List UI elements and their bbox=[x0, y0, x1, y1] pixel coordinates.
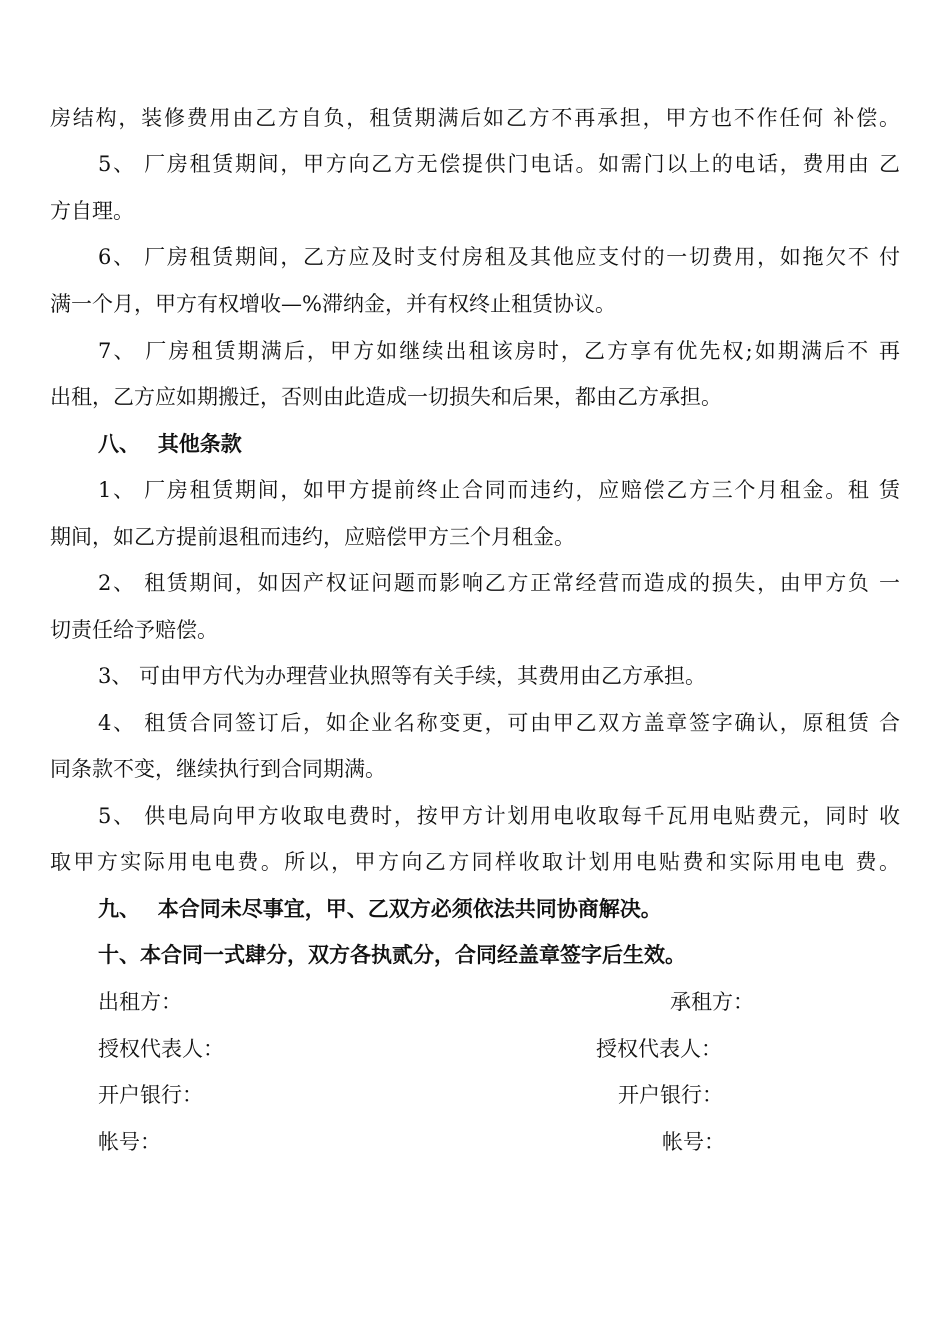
paragraph-line: 1、 厂房租赁期间，如甲方提前终止合同而违约，应赔偿乙方三个月租金。租 赁 bbox=[98, 478, 900, 502]
paragraph-line: 3、 可由甲方代为办理营业执照等有关手续，其费用由乙方承担。 bbox=[98, 664, 707, 688]
lessee-bank-label: 开户银行： bbox=[618, 1083, 723, 1107]
paragraph-line: 7、 厂房租赁期满后，甲方如继续出租该房时，乙方享有优先权;如期满后不 再 bbox=[98, 339, 900, 363]
paragraph-line: 房结构，装修费用由乙方自负，租赁期满后如乙方不再承担，甲方也不作任何 补偿。 bbox=[50, 106, 900, 130]
section-heading: 十、本合同一式肆分，双方各执贰分，合同经盖章签字后生效。 bbox=[98, 943, 686, 967]
paragraph-line: 出租，乙方应如期搬迁，否则由此造成一切损失和后果，都由乙方承担。 bbox=[50, 385, 722, 409]
paragraph-line: 同条款不变，继续执行到合同期满。 bbox=[50, 757, 386, 781]
lessor-representative-label: 授权代表人： bbox=[98, 1037, 224, 1061]
paragraph-line: 满一个月，甲方有权增收—%滞纳金，并有权终止租赁协议。 bbox=[50, 292, 616, 316]
paragraph-line: 4、 租赁合同签订后，如企业名称变更，可由甲乙双方盖章签字确认，原租赁 合 bbox=[98, 711, 900, 735]
lessor-account-label: 帐号： bbox=[98, 1130, 161, 1154]
paragraph-line: 5、 厂房租赁期间，甲方向乙方无偿提供门电话。如需门以上的电话，费用由 乙 bbox=[98, 152, 900, 176]
lessee-account-label: 帐号： bbox=[662, 1130, 725, 1154]
paragraph-line: 取甲方实际用电电费。所以，甲方向乙方同样收取计划用电贴费和实际用电电 费。 bbox=[50, 850, 900, 874]
paragraph-line: 6、 厂房租赁期间，乙方应及时支付房租及其他应支付的一切费用，如拖欠不 付 bbox=[98, 245, 900, 269]
section-heading: 九、 本合同未尽事宜，甲、乙双方必须依法共同协商解决。 bbox=[98, 897, 662, 921]
paragraph-line: 切责任给予赔偿。 bbox=[50, 618, 218, 642]
paragraph-line: 2、 租赁期间，如因产权证问题而影响乙方正常经营而造成的损失，由甲方负 一 bbox=[98, 571, 900, 595]
lessee-representative-label: 授权代表人： bbox=[596, 1037, 722, 1061]
section-heading: 八、 其他条款 bbox=[98, 432, 242, 456]
paragraph-line: 方自理。 bbox=[50, 199, 134, 223]
lessor-bank-label: 开户银行： bbox=[98, 1083, 203, 1107]
lessor-label: 出租方： bbox=[98, 990, 182, 1014]
paragraph-line: 期间，如乙方提前退租而违约，应赔偿甲方三个月租金。 bbox=[50, 525, 575, 549]
lessee-label: 承租方： bbox=[670, 990, 754, 1014]
paragraph-line: 5、 供电局向甲方收取电费时，按甲方计划用电收取每千瓦用电贴费元，同时 收 bbox=[98, 804, 900, 828]
